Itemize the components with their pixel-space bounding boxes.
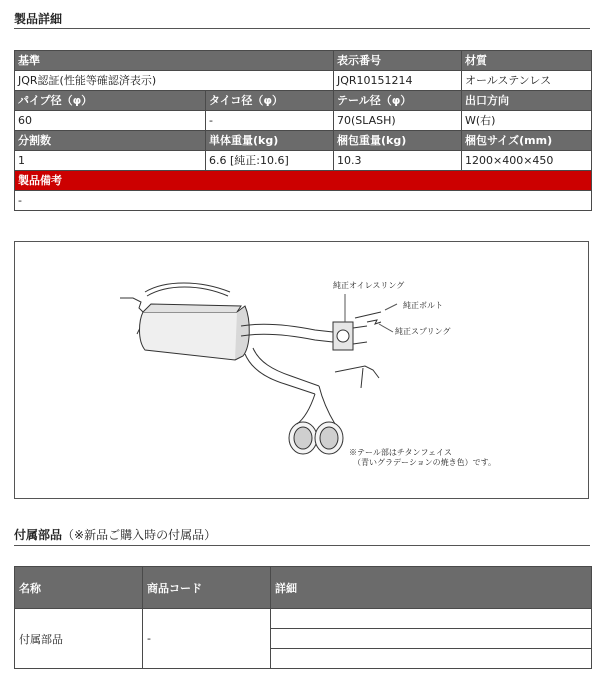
spec-row-header-3 xyxy=(15,131,592,151)
accessories-subtitle: （※新品ご購入時の付属品） xyxy=(62,528,217,542)
value-material: オールステンレス xyxy=(462,71,592,91)
value-tail-diameter: 70(SLASH) xyxy=(334,111,462,131)
exhaust-muffler-illustration xyxy=(15,242,588,498)
header-name: 名称 xyxy=(15,567,143,609)
leader-spring xyxy=(379,324,393,332)
header-muffler-diameter: タイコ径（φ） xyxy=(206,91,334,111)
value-unit-weight: 6.6 [純正:10.6] xyxy=(206,151,334,171)
tail-pipe xyxy=(245,354,315,394)
header-product-code: 商品コード xyxy=(143,567,271,609)
table-row xyxy=(15,609,592,629)
spec-row-header-2 xyxy=(15,91,592,111)
bolt xyxy=(355,312,381,318)
value-package-size: 1200×400×450 xyxy=(462,151,592,171)
header-package-weight: 梱包重量(kg) xyxy=(334,131,462,151)
section-divider xyxy=(14,28,590,29)
label-spring: 純正スプリング xyxy=(395,327,451,336)
spring xyxy=(367,320,381,324)
note-titanium-face: ※テール部はチタンフェイス xyxy=(349,448,452,457)
header-exit-direction: 出口方向 xyxy=(462,91,592,111)
spec-table xyxy=(14,50,592,211)
hanger-right xyxy=(335,366,379,378)
inlet-pipe xyxy=(241,324,333,332)
header-standard: 基準 xyxy=(15,51,334,71)
spec-row-values-notes xyxy=(15,191,592,211)
section-title-product-details: 製品詳細 xyxy=(14,12,63,26)
spec-row-values-2 xyxy=(15,111,592,131)
accessories-table xyxy=(14,566,592,669)
header-display-number: 表示番号 xyxy=(334,51,462,71)
header-material: 材質 xyxy=(462,51,592,71)
value-display-number: JQR10151214 xyxy=(334,71,462,91)
header-package-size: 梱包サイズ(mm) xyxy=(462,131,592,151)
header-product-notes: 製品備考 xyxy=(15,171,592,191)
accessories-title: 付属部品 xyxy=(14,528,63,542)
value-product-notes: - xyxy=(15,191,592,211)
value-accessory-code: - xyxy=(143,609,271,669)
header-split-count: 分割数 xyxy=(15,131,206,151)
spec-row-header-1 xyxy=(15,51,592,71)
label-oil-ring: 純正オイレスリング xyxy=(333,281,405,290)
value-accessory-name: 付属部品 xyxy=(15,609,143,669)
spec-row-header-notes xyxy=(15,171,592,191)
header-unit-weight: 単体重量(kg) xyxy=(206,131,334,151)
value-package-weight: 10.3 xyxy=(334,151,462,171)
leader-bolt xyxy=(385,304,397,310)
section-divider-2 xyxy=(14,545,590,546)
detail-cell-1 xyxy=(271,609,592,629)
detail-cell-3 xyxy=(271,649,592,669)
value-pipe-diameter: 60 xyxy=(15,111,206,131)
note-blue-gradient: （青いグラデーションの焼き色）です。 xyxy=(353,458,497,467)
header-detail: 詳細 xyxy=(271,567,592,609)
detail-cell-2 xyxy=(271,629,592,649)
value-standard: JQR認証(性能等確認済表示) xyxy=(15,71,334,91)
value-muffler-diameter: - xyxy=(206,111,334,131)
value-split-count: 1 xyxy=(15,151,206,171)
section-title-accessories xyxy=(14,526,216,543)
header-tail-diameter: テール径（φ） xyxy=(334,91,462,111)
spec-row-values-3 xyxy=(15,151,592,171)
label-bolt: 純正ボルト xyxy=(403,301,443,310)
muffler-body xyxy=(140,312,242,360)
value-exit-direction: W(右) xyxy=(462,111,592,131)
exhaust-diagram xyxy=(14,241,589,499)
accessories-header-row xyxy=(15,567,592,609)
spec-row-values-1 xyxy=(15,71,592,91)
header-pipe-diameter: パイプ径（φ） xyxy=(15,91,206,111)
